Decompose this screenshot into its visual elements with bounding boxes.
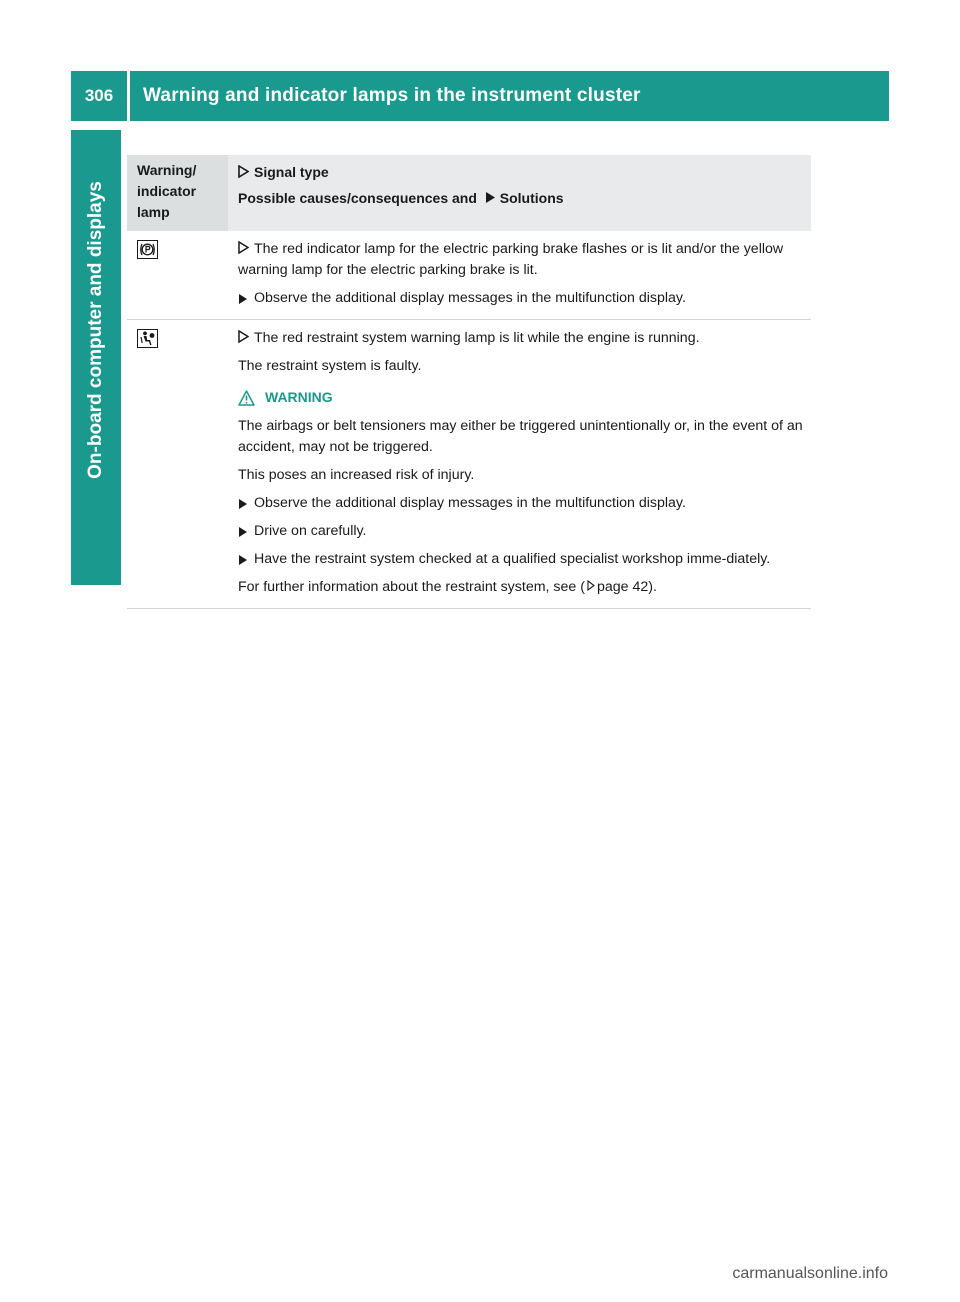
solution-step (238, 521, 805, 542)
table-row (127, 320, 811, 609)
table-header (127, 155, 811, 231)
restraint-system-lamp-icon (137, 329, 158, 348)
solution-step (238, 549, 805, 570)
lamp-table (127, 155, 811, 609)
reference-suffix: ). (648, 579, 657, 595)
signal-type-icon (238, 330, 249, 343)
solution-text: Observe the additional display messages in the multifunction display. (254, 290, 686, 306)
col-header-lamp: Warning/ indicator lamp (127, 155, 228, 231)
lamp-cell (127, 320, 228, 608)
solution-text: Drive on carefully. (254, 523, 367, 539)
parking-brake-lamp-icon (137, 240, 158, 259)
site-watermark: carmanualsonline.info (732, 1265, 888, 1282)
col-header-solutions: Solutions (499, 190, 564, 206)
solution-arrow-icon (238, 293, 248, 305)
signal-type-icon (238, 165, 249, 178)
description-cell (228, 231, 811, 319)
solution-arrow-icon (238, 498, 248, 510)
page-number: 306 (84, 86, 114, 105)
col-header-main (228, 155, 811, 231)
signal-type-icon (238, 241, 249, 254)
risk-text: This poses an increased risk of injury. (238, 467, 475, 483)
reference-page-link[interactable]: page 42 (596, 579, 649, 595)
section-label: On-board computer and displays (85, 181, 106, 479)
reference-prefix: For further information about the restraint system, see ( (238, 579, 585, 595)
reference-line (238, 577, 805, 598)
section-side-tab (71, 130, 121, 585)
page-title: Warning and indicator lamps in the instrument cluster (143, 85, 641, 106)
solution-step (238, 288, 805, 309)
solution-arrow-icon (238, 526, 248, 538)
solution-text: Observe the additional display messages in the multifunction display. (254, 495, 686, 511)
cause-text: The restraint system is faulty. (238, 358, 422, 374)
warning-triangle-icon (238, 390, 255, 406)
signal-text: The red restraint system warning lamp is lit while the engine is running. (254, 330, 700, 346)
col-header-signal: Signal type (254, 164, 329, 180)
signal-text: The red indicator lamp for the electric parking brake flashes or is lit and/or the yellow warning lamp for the electric parking brake is lit. (238, 241, 784, 278)
solution-text: Have the restraint system checked at a qualified specialist workshop imme-diately. (254, 551, 771, 567)
warning-text: The airbags or belt tensioners may either be triggered unintentionally or, in the event of an accident, may not be triggered. (238, 418, 803, 455)
warning-heading (238, 387, 805, 408)
lamp-cell (127, 231, 228, 319)
solution-arrow-icon (238, 554, 248, 566)
page-header (71, 71, 889, 121)
solution-step (238, 493, 805, 514)
warning-label: WARNING (265, 389, 333, 405)
col-header-causes: Possible causes/consequences and (238, 190, 477, 206)
page-reference-icon (587, 580, 595, 591)
description-cell (228, 320, 811, 608)
solution-arrow-icon (485, 191, 496, 204)
table-row (127, 231, 811, 320)
